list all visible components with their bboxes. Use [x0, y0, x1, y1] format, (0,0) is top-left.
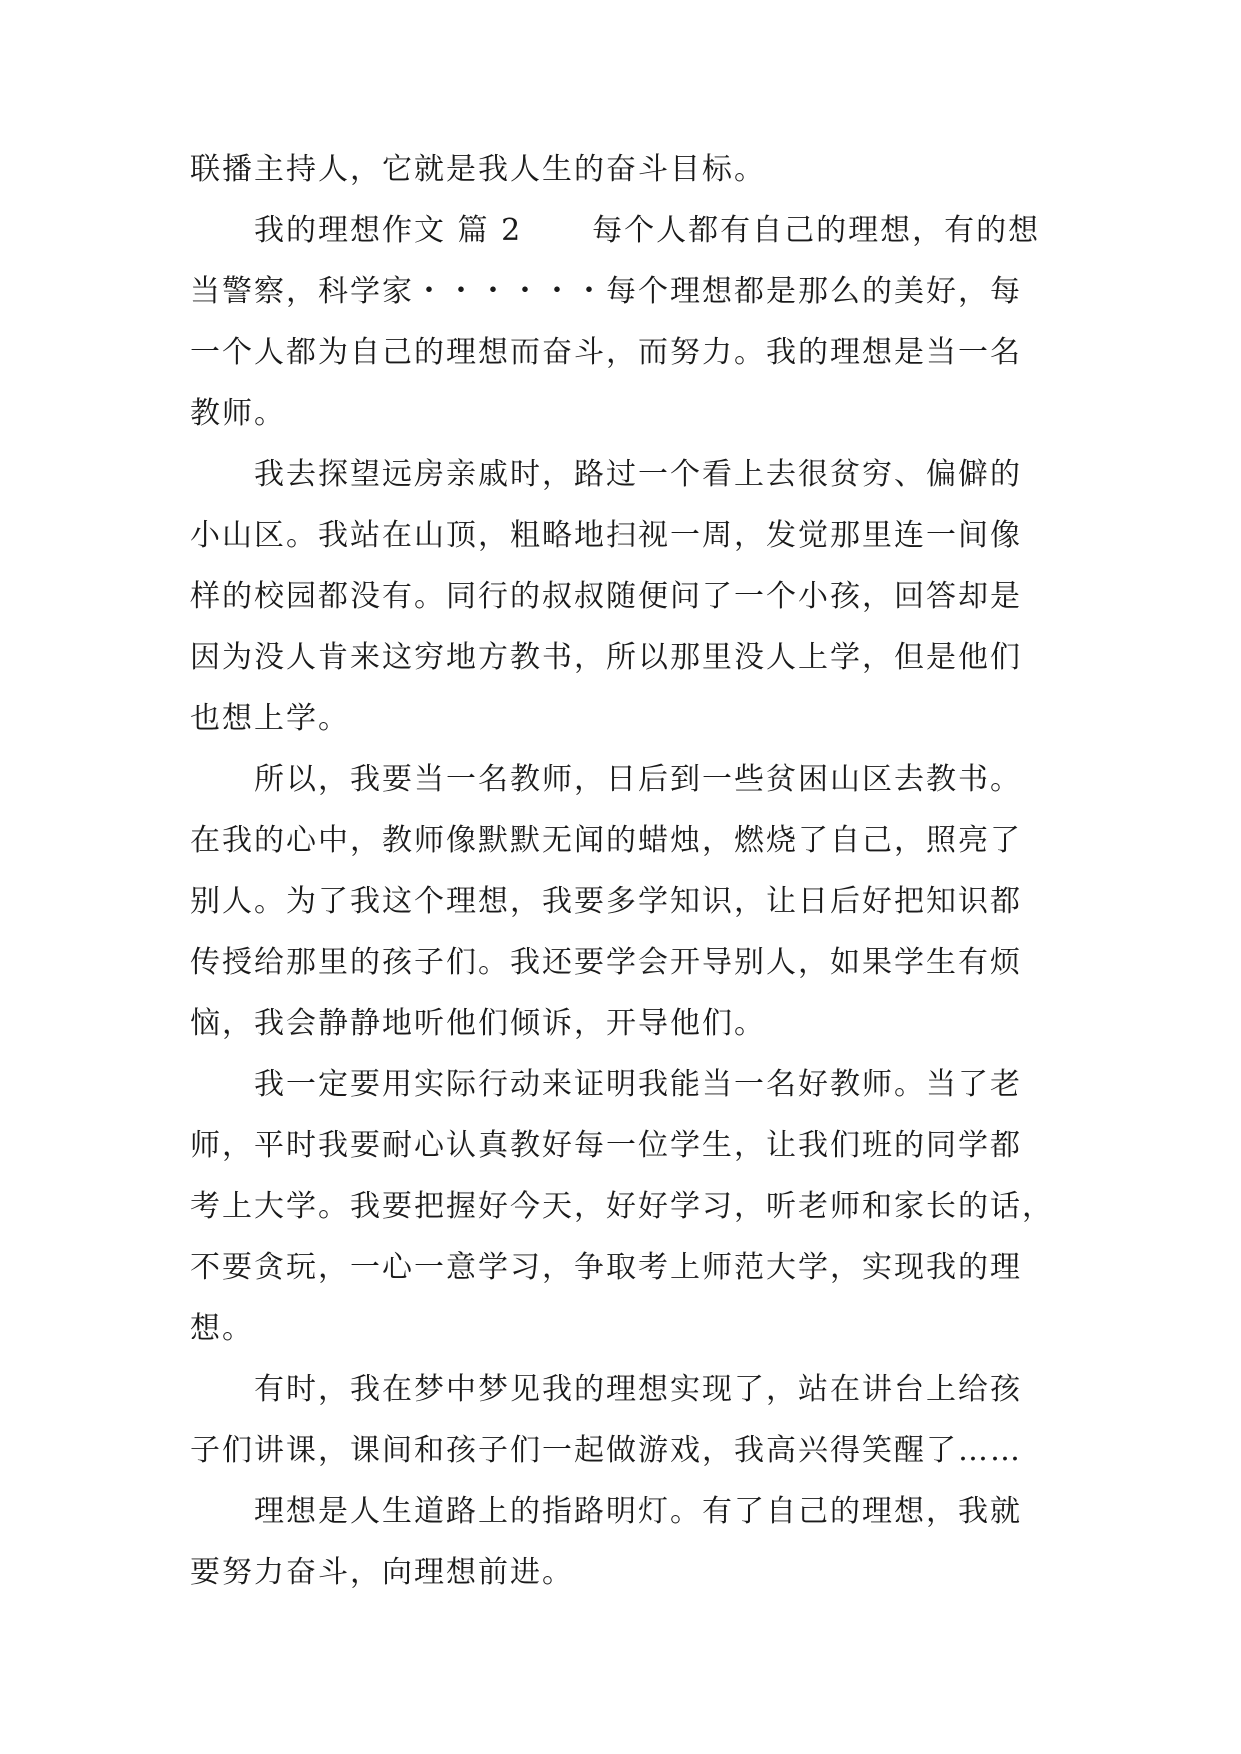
text-line: [190, 211, 1050, 251]
text-line: 小山区。我站在山顶，粗略地扫视一周，发觉那里连一间像: [190, 518, 1022, 553]
text-line: 在我的心中，教师像默默无闻的蜡烛，燃烧了自己，照亮了: [190, 823, 1022, 858]
text-line: 所以，我要当一名教师，日后到一些贫困山区去教书。: [254, 762, 1022, 797]
text-line: 有时，我在梦中梦见我的理想实现了，站在讲台上给孩: [254, 1372, 1022, 1407]
text-line: 联播主持人，它就是我人生的奋斗目标。: [190, 152, 766, 187]
text-line: 不要贪玩，一心一意学习，争取考上师范大学，实现我的理: [190, 1250, 1022, 1285]
section-heading: 我的理想作文 篇 2: [254, 213, 523, 248]
text-line: 理想是人生道路上的指路明灯。有了自己的理想，我就: [254, 1494, 1022, 1529]
text-line: 教师。: [190, 396, 286, 431]
document-body: [190, 150, 1054, 1614]
text-line: 一个人都为自己的理想而奋斗，而努力。我的理想是当一名: [190, 335, 1022, 370]
text-line: 我去探望远房亲戚时，路过一个看上去很贫穷、偏僻的: [254, 457, 1022, 492]
text-line: 我一定要用实际行动来证明我能当一名好教师。当了老: [254, 1067, 1022, 1102]
text-line: 考上大学。我要把握好今天，好好学习，听老师和家长的话，: [190, 1189, 1054, 1224]
text-line: 传授给那里的孩子们。我还要学会开导别人，如果学生有烦: [190, 945, 1022, 980]
text-line: 因为没人肯来这穷地方教书，所以那里没人上学，但是他们: [190, 640, 1022, 675]
text-line: 师，平时我要耐心认真教好每一位学生，让我们班的同学都: [190, 1128, 1022, 1163]
text-line: 也想上学。: [190, 701, 350, 736]
text-line: 想。: [190, 1311, 254, 1346]
text-line: 别人。为了我这个理想，我要多学知识，让日后好把知识都: [190, 884, 1022, 919]
text-line: 要努力奋斗，向理想前进。: [190, 1555, 574, 1590]
text-line: 子们讲课，课间和孩子们一起做游戏，我高兴得笑醒了……: [190, 1433, 1022, 1468]
text-line: 样的校园都没有。同行的叔叔随便问了一个小孩，回答却是: [190, 579, 1022, 614]
text-segment: 每个人都有自己的理想，有的想: [592, 213, 1041, 248]
text-line: 当警察，科学家・・・・・・每个理想都是那么的美好，每: [190, 274, 1022, 309]
text-line: 恼，我会静静地听他们倾诉，开导他们。: [190, 1006, 766, 1041]
